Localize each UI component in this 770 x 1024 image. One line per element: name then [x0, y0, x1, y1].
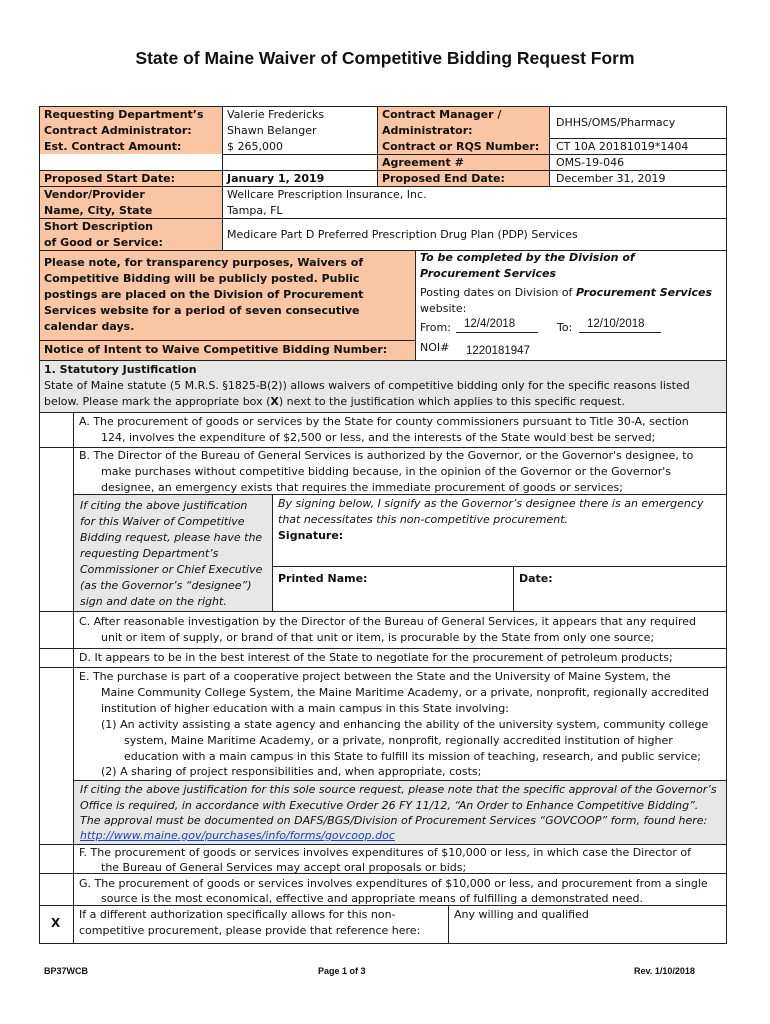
option-d-text: D. It appears to be in the best interest of the State to negotiate for the procurement of petroleum products;	[79, 651, 673, 664]
b-note-line: for this Waiver of Competitive	[80, 515, 245, 528]
x-mark-hint: X	[270, 395, 279, 408]
printed-name-label: Printed Name:	[278, 572, 368, 585]
agreement-label: Agreement #	[382, 156, 464, 169]
b-note-line: (as the Governor’s “designee”)	[80, 579, 252, 592]
page-title: State of Maine Waiver of Competitive Bidding Request Form	[135, 48, 635, 68]
grid-line	[39, 648, 727, 649]
printed-name-field[interactable]	[370, 570, 510, 608]
checkbox-f[interactable]	[40, 845, 73, 873]
notice-line: Competitive Bidding will be publicly posted. Public	[44, 272, 360, 285]
posting-website-text: website:	[420, 302, 467, 315]
grid-line	[377, 106, 378, 186]
posting-dates-text: Posting dates on Division of Procurement Services	[420, 286, 712, 299]
notice-line: Please note, for transparency purposes, Waivers of	[44, 256, 364, 269]
option-b-text-2: make purchases without competitive bidding because, in the opinion of the Governor or the Governor's	[101, 465, 671, 478]
grid-line	[549, 106, 550, 186]
e-note-line: Office is required, in accordance with Executive Order 26 FY 11/12, “An Order to Enhance Competitive Bidding”.	[80, 799, 699, 812]
option-e-text-7: (2) A sharing of project responsibilities and, when appropriate, costs;	[101, 765, 482, 778]
option-e-text-6: education with a main campus in this State to fulfill its mission of teaching, research, and public service;	[124, 750, 702, 763]
b-sign-statement-2: that necessitates this non-competitive procurement.	[278, 513, 569, 526]
option-e-text-5: system, Maine Maritime Academy, or a private, nonprofit, regionally accredited institution of higher	[124, 734, 673, 747]
description-value[interactable]: Medicare Part D Preferred Prescription Drug Plan (PDP) Services	[227, 228, 578, 241]
table-border	[726, 106, 727, 944]
option-h-text: If a different authorization specifically allows for this non-	[79, 908, 396, 921]
amount-value[interactable]: $ 265,000	[227, 140, 283, 153]
grid-line	[39, 340, 416, 341]
grid-line	[272, 494, 273, 611]
option-e-text-3: institution of higher education with a main campus in this State involving:	[101, 702, 509, 715]
checkbox-e[interactable]	[40, 668, 73, 844]
grid-line	[39, 611, 727, 612]
from-value: 12/4/2018	[464, 318, 516, 330]
notice-line: postings are placed on the Division of Procurement	[44, 288, 364, 301]
e-note-line: The approval must be documented on DAFS/BGS/Division of Procurement Services “GOVCOOP” form, found here:	[80, 814, 708, 827]
signature-label: Signature:	[278, 529, 344, 542]
to-label: To:	[557, 321, 573, 334]
b-note-line: sign and date on the right.	[80, 595, 227, 608]
vendor-value-1[interactable]: Wellcare Prescription Insurance, Inc.	[227, 188, 427, 201]
rqs-value[interactable]: CT 10A 20181019*1404	[556, 140, 689, 153]
checkbox-a[interactable]	[40, 413, 73, 447]
b-note-line: If citing the above justification	[80, 499, 248, 512]
statutory-heading: 1. Statutory Justification	[44, 363, 197, 376]
option-f-text-2: the Bureau of General Services may accept oral proposals or bids;	[101, 861, 467, 874]
req-admin-label-2: Contract Administrator:	[44, 124, 192, 137]
option-g-text-2: source is the most economical, effective and appropriate means of fulfilling a demonstrated need.	[101, 892, 644, 905]
option-a-text: A. The procurement of goods or services by the State for county commissioners pursuant to Title 30-A, section	[79, 415, 689, 428]
grid-line	[39, 412, 727, 413]
checkbox-h-mark: X	[51, 916, 61, 930]
grid-line	[39, 667, 727, 668]
from-label: From:	[420, 321, 451, 334]
agreement-value[interactable]: OMS-19-046	[556, 156, 625, 169]
grid-line	[415, 250, 416, 360]
req-admin-value-2[interactable]: Shawn Belanger	[227, 124, 317, 137]
division-title-2: Procurement Services	[420, 267, 557, 280]
date-field[interactable]	[558, 570, 722, 608]
grid-line	[222, 106, 223, 250]
end-date-value[interactable]: December 31, 2019	[556, 172, 666, 185]
req-admin-label: Requesting Department’s	[44, 108, 204, 121]
b-note-line: requesting Department’s	[80, 547, 219, 560]
division-title: To be completed by the Division of	[420, 251, 635, 264]
to-value: 12/10/2018	[587, 318, 645, 330]
table-border	[39, 943, 727, 944]
b-note-line: Commissioner or Chief Executive	[80, 563, 263, 576]
notice-line: calendar days.	[44, 320, 135, 333]
end-date-label: Proposed End Date:	[382, 172, 505, 185]
vendor-label: Vendor/Provider	[44, 188, 145, 201]
noi-value[interactable]: 1220181947	[466, 345, 530, 357]
option-c-text: C. After reasonable investigation by the Director of the Bureau of General Services, it appears that any required	[79, 615, 696, 628]
option-e-text-4: (1) An activity assisting a state agency and enhancing the ability of the university system, community college	[101, 718, 709, 731]
b-note-line: Bidding request, please have the	[80, 531, 263, 544]
description-label: Short Description	[44, 220, 153, 233]
vendor-value-2[interactable]: Tampa, FL	[227, 204, 283, 217]
footer-form-code: BP37WCB	[44, 966, 89, 976]
e-note-line: If citing the above justification for this sole source request, please note that the specific approval of the Governor’s	[80, 783, 717, 796]
option-h-text-2: competitive procurement, please provide that reference here:	[79, 924, 421, 937]
start-date-label: Proposed Start Date:	[44, 172, 175, 185]
posting-division-name: Procurement Services	[575, 286, 712, 299]
description-label-2: of Good or Service:	[44, 236, 163, 249]
option-f-text: F. The procurement of goods or services involves expenditures of $10,000 or less, in which case the Director of	[79, 846, 691, 859]
req-admin-value-1[interactable]: Valerie Fredericks	[227, 108, 325, 121]
option-g-text: G. The procurement of goods or services involves expenditures of $10,000 or less, and procurement from a single	[79, 877, 708, 890]
grid-line	[39, 360, 727, 361]
noi-label: NOI#	[420, 341, 450, 354]
checkbox-b[interactable]	[40, 448, 73, 611]
b-sign-statement: By signing below, I signify as the Governor’s designee there is an emergency	[278, 497, 704, 510]
footer-page-number: Page 1 of 3	[318, 966, 366, 976]
contract-manager-value[interactable]: DHHS/OMS/Pharmacy	[556, 116, 676, 129]
statutory-intro: State of Maine statute (5 M.R.S. §1825-B(2)) allows waivers of competitive bidding only for the specific reasons listed	[44, 379, 690, 392]
notice-line: Services website for a period of seven consecutive	[44, 304, 360, 317]
govcoop-form-link[interactable]: http://www.maine.gov/purchases/info/forms/govcoop.doc	[80, 829, 395, 842]
checkbox-c[interactable]	[40, 612, 73, 648]
option-c-text-2: unit or item of supply, or brand of that unit or item, is procurable by the State from only one source;	[101, 631, 655, 644]
grid-line	[73, 412, 74, 943]
contract-manager-label: Contract Manager /	[382, 108, 502, 121]
date-label: Date:	[519, 572, 553, 585]
option-a-text-2: 124, involves the expenditure of $2,500 or less, and the interests of the State would best be served;	[101, 431, 656, 444]
other-authorization-value[interactable]: Any willing and qualified	[454, 908, 589, 921]
statutory-intro-2: below. Please mark the appropriate box (X) next to the justification which applies to this specific request.	[44, 395, 625, 408]
intent-label: Notice of Intent to Waive Competitive Bidding Number:	[44, 343, 388, 356]
checkbox-g[interactable]	[40, 874, 73, 905]
contract-manager-label-2: Administrator:	[382, 124, 473, 137]
grid-line	[448, 905, 449, 943]
option-e-text-2: Maine Community College System, the Maine Maritime Academy, or a private, nonprofit, regionally accredited	[101, 686, 709, 699]
amount-label: Est. Contract Amount:	[44, 140, 182, 153]
grid-line	[272, 566, 727, 567]
signature-field[interactable]	[360, 528, 720, 562]
checkbox-d[interactable]	[40, 649, 73, 667]
grid-line	[513, 566, 514, 611]
option-b-text-3: designee, an emergency exists that requires the immediate procurement of goods or services;	[101, 481, 623, 494]
vendor-label-2: Name, City, State	[44, 204, 153, 217]
rqs-label: Contract or RQS Number:	[382, 140, 540, 153]
option-e-text: E. The purchase is part of a cooperative project between the State and the University of Maine System, the	[79, 670, 671, 683]
start-date-value[interactable]: January 1, 2019	[227, 172, 325, 185]
option-b-text: B. The Director of the Bureau of General Services is authorized by the Governor, or the Governor's designee, to	[79, 449, 694, 462]
grid-line	[73, 780, 727, 781]
footer-revision: Rev. 1/10/2018	[634, 966, 695, 976]
